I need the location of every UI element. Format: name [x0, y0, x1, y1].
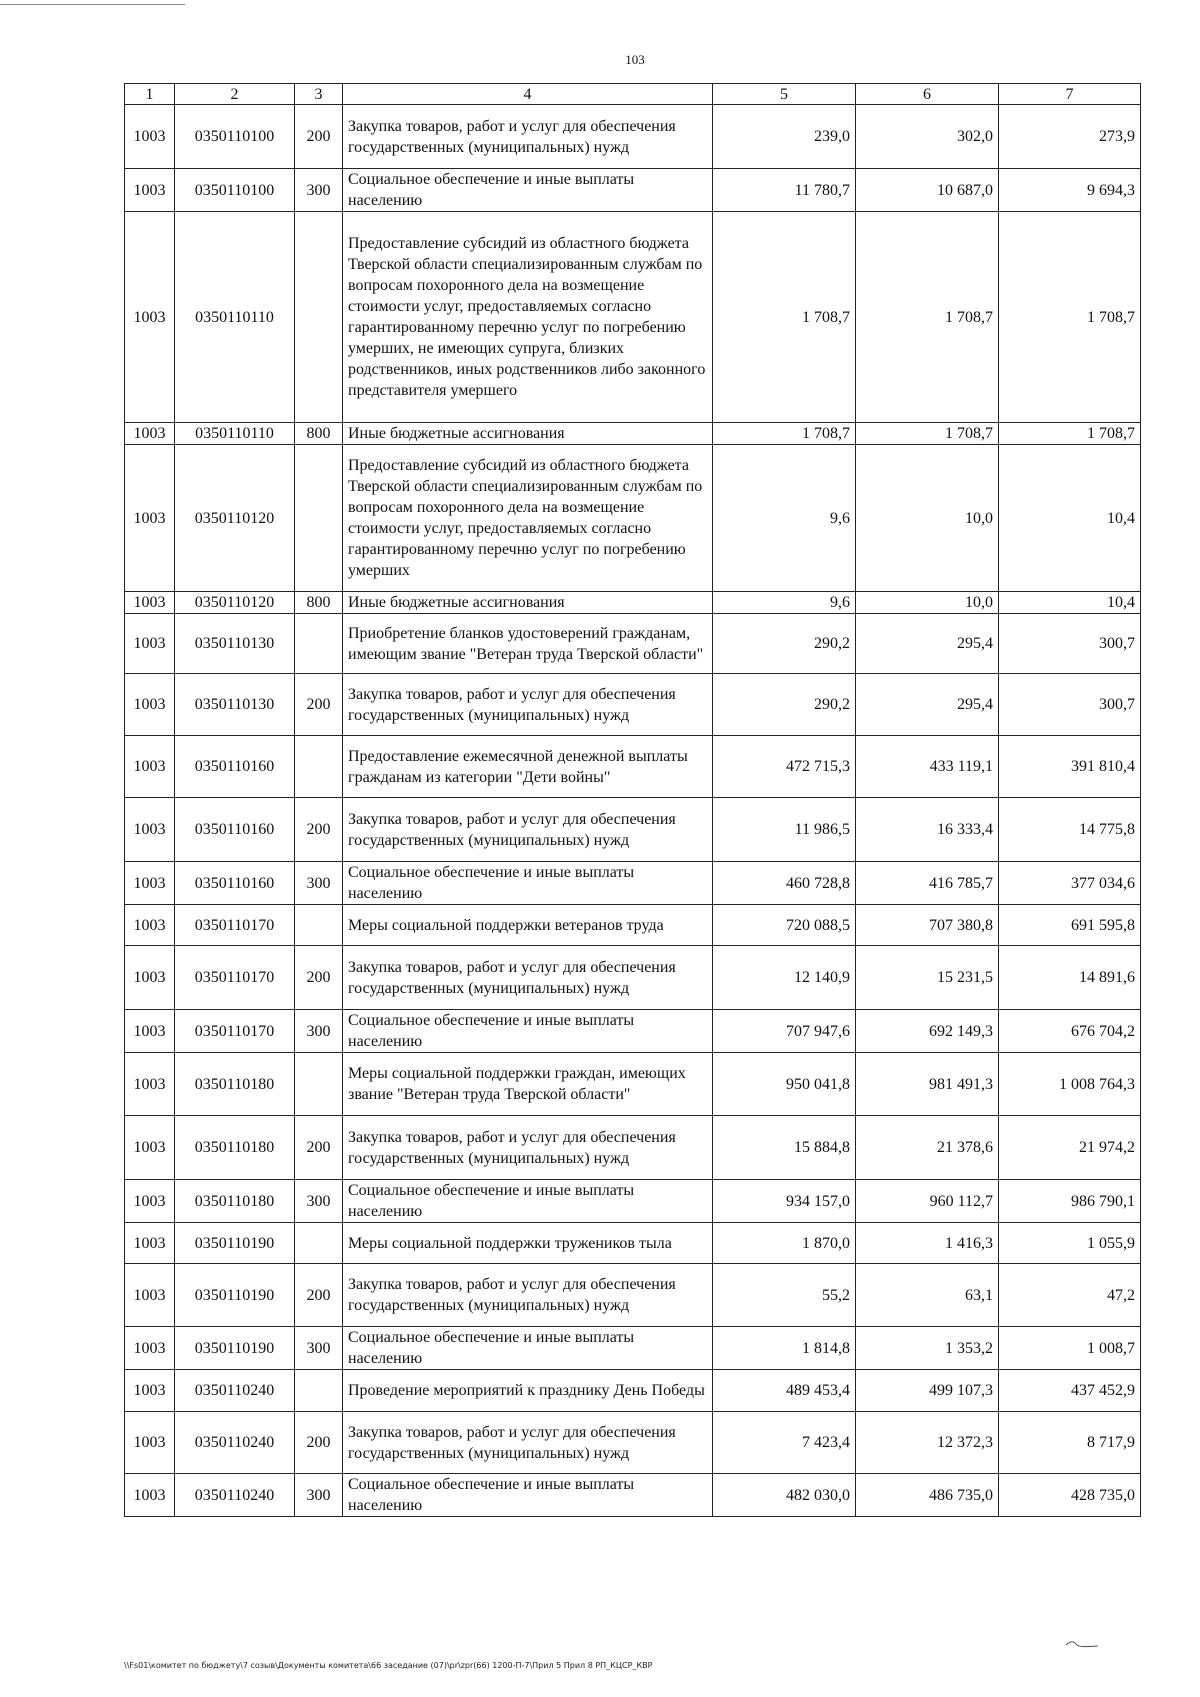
- target-code-cell: 0350110180: [175, 1053, 295, 1116]
- amount-col5-cell: 9,6: [713, 592, 856, 614]
- amount-col6-cell: 63,1: [856, 1264, 999, 1327]
- amount-col6-cell: 295,4: [856, 674, 999, 736]
- amount-col7-cell: 14 891,6: [999, 946, 1141, 1010]
- table-row: [125, 674, 1141, 736]
- amount-col7-cell: 437 452,9: [999, 1370, 1141, 1412]
- section-cell: 1003: [125, 105, 175, 169]
- target-code-cell: 0350110180: [175, 1116, 295, 1180]
- amount-col5-cell: 55,2: [713, 1264, 856, 1327]
- expense-type-cell: 200: [295, 105, 343, 169]
- section-cell: 1003: [125, 169, 175, 212]
- section-cell: 1003: [125, 1474, 175, 1517]
- table-row: [125, 1053, 1141, 1116]
- amount-col5-cell: 1 870,0: [713, 1223, 856, 1264]
- amount-col7-cell: 47,2: [999, 1264, 1141, 1327]
- amount-col6-cell: 10 687,0: [856, 169, 999, 212]
- description-cell: Иные бюджетные ассигнования: [343, 592, 713, 614]
- expense-type-cell: 200: [295, 674, 343, 736]
- amount-col6-cell: 10,0: [856, 592, 999, 614]
- description-cell: Иные бюджетные ассигнования: [343, 423, 713, 445]
- amount-col6-cell: 981 491,3: [856, 1053, 999, 1116]
- amount-col6-cell: 302,0: [856, 105, 999, 169]
- amount-col5-cell: 460 728,8: [713, 862, 856, 905]
- target-code-cell: 0350110100: [175, 105, 295, 169]
- amount-col6-cell: 1 708,7: [856, 423, 999, 445]
- expense-type-cell: 200: [295, 1116, 343, 1180]
- amount-col7-cell: 377 034,6: [999, 862, 1141, 905]
- amount-col6-cell: 12 372,3: [856, 1412, 999, 1474]
- amount-col6-cell: 1 416,3: [856, 1223, 999, 1264]
- amount-col5-cell: 472 715,3: [713, 736, 856, 798]
- expense-type-cell: 800: [295, 592, 343, 614]
- amount-col6-cell: 486 735,0: [856, 1474, 999, 1517]
- target-code-cell: 0350110170: [175, 905, 295, 946]
- description-cell: Закупка товаров, работ и услуг для обеспечения государственных (муниципальных) нужд: [343, 1412, 713, 1474]
- description-cell: Социальное обеспечение и иные выплаты населению: [343, 1010, 713, 1053]
- expense-type-cell: [295, 445, 343, 592]
- section-cell: 1003: [125, 1327, 175, 1370]
- target-code-cell: 0350110120: [175, 445, 295, 592]
- amount-col5-cell: 239,0: [713, 105, 856, 169]
- budget-table: [124, 83, 1141, 1517]
- description-cell: Предоставление субсидий из областного бюджета Тверской области специализированным службам по вопросам похоронного дела на возмещение стоимости услуг, предоставляемых согласно гарантированному перечню услуг по погребению умерших: [343, 445, 713, 592]
- amount-col6-cell: 499 107,3: [856, 1370, 999, 1412]
- amount-col6-cell: 15 231,5: [856, 946, 999, 1010]
- amount-col5-cell: 720 088,5: [713, 905, 856, 946]
- target-code-cell: 0350110190: [175, 1264, 295, 1327]
- section-cell: 1003: [125, 1223, 175, 1264]
- top-rule: [0, 4, 185, 5]
- description-cell: Предоставление субсидий из областного бюджета Тверской области специализированным службам по вопросам похоронного дела на возмещение стоимости услуг, предоставляемых согласно гарантированному перечню услуг по погребению умерших, не имеющих супруга, близких родственников, иных родственников либо законного представителя умершего: [343, 212, 713, 423]
- amount-col7-cell: 8 717,9: [999, 1412, 1141, 1474]
- target-code-cell: 0350110110: [175, 423, 295, 445]
- amount-col5-cell: 1 708,7: [713, 423, 856, 445]
- target-code-cell: 0350110240: [175, 1474, 295, 1517]
- section-cell: 1003: [125, 592, 175, 614]
- target-code-cell: 0350110190: [175, 1327, 295, 1370]
- table-header-row: [125, 84, 1141, 105]
- table-row: [125, 1116, 1141, 1180]
- amount-col5-cell: 707 947,6: [713, 1010, 856, 1053]
- section-cell: 1003: [125, 423, 175, 445]
- table-row: [125, 423, 1141, 445]
- section-cell: 1003: [125, 1010, 175, 1053]
- amount-col6-cell: 10,0: [856, 445, 999, 592]
- expense-type-cell: [295, 1223, 343, 1264]
- amount-col6-cell: 21 378,6: [856, 1116, 999, 1180]
- page-number: 103: [625, 52, 645, 67]
- description-cell: Закупка товаров, работ и услуг для обеспечения государственных (муниципальных) нужд: [343, 798, 713, 862]
- amount-col7-cell: 9 694,3: [999, 169, 1141, 212]
- amount-col5-cell: 482 030,0: [713, 1474, 856, 1517]
- amount-col6-cell: 1 353,2: [856, 1327, 999, 1370]
- description-cell: Приобретение бланков удостоверений гражданам, имеющим звание "Ветеран труда Тверской области": [343, 614, 713, 674]
- amount-col7-cell: 1 008,7: [999, 1327, 1141, 1370]
- table-row: [125, 105, 1141, 169]
- column-header-4: 4: [343, 84, 713, 105]
- target-code-cell: 0350110100: [175, 169, 295, 212]
- description-cell: Закупка товаров, работ и услуг для обеспечения государственных (муниципальных) нужд: [343, 105, 713, 169]
- description-cell: Закупка товаров, работ и услуг для обеспечения государственных (муниципальных) нужд: [343, 674, 713, 736]
- amount-col5-cell: 1 708,7: [713, 212, 856, 423]
- description-cell: Закупка товаров, работ и услуг для обеспечения государственных (муниципальных) нужд: [343, 946, 713, 1010]
- target-code-cell: 0350110180: [175, 1180, 295, 1223]
- amount-col7-cell: 10,4: [999, 445, 1141, 592]
- section-cell: 1003: [125, 674, 175, 736]
- amount-col6-cell: 433 119,1: [856, 736, 999, 798]
- amount-col6-cell: 1 708,7: [856, 212, 999, 423]
- amount-col6-cell: 692 149,3: [856, 1010, 999, 1053]
- amount-col6-cell: 416 785,7: [856, 862, 999, 905]
- expense-type-cell: 300: [295, 169, 343, 212]
- target-code-cell: 0350110130: [175, 614, 295, 674]
- table-row: [125, 1264, 1141, 1327]
- expense-type-cell: 200: [295, 798, 343, 862]
- description-cell: Закупка товаров, работ и услуг для обеспечения государственных (муниципальных) нужд: [343, 1264, 713, 1327]
- description-cell: Проведение мероприятий к празднику День Победы: [343, 1370, 713, 1412]
- description-cell: Социальное обеспечение и иные выплаты населению: [343, 169, 713, 212]
- amount-col5-cell: 1 814,8: [713, 1327, 856, 1370]
- amount-col5-cell: 11 986,5: [713, 798, 856, 862]
- table-row: [125, 946, 1141, 1010]
- amount-col7-cell: 300,7: [999, 674, 1141, 736]
- amount-col7-cell: 300,7: [999, 614, 1141, 674]
- section-cell: 1003: [125, 1180, 175, 1223]
- table-row: [125, 736, 1141, 798]
- amount-col7-cell: 1 708,7: [999, 212, 1141, 423]
- table-row: [125, 1327, 1141, 1370]
- amount-col7-cell: 1 055,9: [999, 1223, 1141, 1264]
- description-cell: Предоставление ежемесячной денежной выплаты гражданам из категории "Дети войны": [343, 736, 713, 798]
- expense-type-cell: 200: [295, 1412, 343, 1474]
- expense-type-cell: [295, 1370, 343, 1412]
- section-cell: 1003: [125, 1412, 175, 1474]
- amount-col7-cell: 21 974,2: [999, 1116, 1141, 1180]
- amount-col5-cell: 7 423,4: [713, 1412, 856, 1474]
- table-row: [125, 1180, 1141, 1223]
- description-cell: Социальное обеспечение и иные выплаты населению: [343, 1474, 713, 1517]
- amount-col6-cell: 16 333,4: [856, 798, 999, 862]
- table-row: [125, 1412, 1141, 1474]
- description-cell: Меры социальной поддержки ветеранов труда: [343, 905, 713, 946]
- expense-type-cell: [295, 212, 343, 423]
- section-cell: 1003: [125, 445, 175, 592]
- table-row: [125, 1223, 1141, 1264]
- section-cell: 1003: [125, 736, 175, 798]
- table-row: [125, 1370, 1141, 1412]
- section-cell: 1003: [125, 1116, 175, 1180]
- amount-col5-cell: 934 157,0: [713, 1180, 856, 1223]
- amount-col5-cell: 489 453,4: [713, 1370, 856, 1412]
- description-cell: Социальное обеспечение и иные выплаты населению: [343, 862, 713, 905]
- section-cell: 1003: [125, 862, 175, 905]
- section-cell: 1003: [125, 1264, 175, 1327]
- amount-col5-cell: 12 140,9: [713, 946, 856, 1010]
- expense-type-cell: 800: [295, 423, 343, 445]
- amount-col6-cell: 707 380,8: [856, 905, 999, 946]
- amount-col6-cell: 295,4: [856, 614, 999, 674]
- target-code-cell: 0350110170: [175, 946, 295, 1010]
- amount-col5-cell: 9,6: [713, 445, 856, 592]
- section-cell: 1003: [125, 946, 175, 1010]
- column-header-2: 2: [175, 84, 295, 105]
- table-row: [125, 212, 1141, 423]
- amount-col5-cell: 950 041,8: [713, 1053, 856, 1116]
- description-cell: Меры социальной поддержки тружеников тыла: [343, 1223, 713, 1264]
- expense-type-cell: 300: [295, 862, 343, 905]
- expense-type-cell: 200: [295, 1264, 343, 1327]
- table-row: [125, 1474, 1141, 1517]
- target-code-cell: 0350110170: [175, 1010, 295, 1053]
- amount-col7-cell: 1 708,7: [999, 423, 1141, 445]
- amount-col5-cell: 290,2: [713, 614, 856, 674]
- target-code-cell: 0350110240: [175, 1370, 295, 1412]
- target-code-cell: 0350110160: [175, 736, 295, 798]
- table-row: [125, 614, 1141, 674]
- footer-file-path: \\Fs01\комитет по бюджету\7 созыв\Документы комитета\66 заседание (07)\pr\zpr(66) 1200-П-7\Прил 5 Прил 8 РП_КЦСР_КВР: [124, 1661, 653, 1670]
- target-code-cell: 0350110190: [175, 1223, 295, 1264]
- description-cell: Закупка товаров, работ и услуг для обеспечения государственных (муниципальных) нужд: [343, 1116, 713, 1180]
- handwritten-mark: [1064, 1638, 1100, 1650]
- description-cell: Меры социальной поддержки граждан, имеющих звание "Ветеран труда Тверской области": [343, 1053, 713, 1116]
- amount-col5-cell: 290,2: [713, 674, 856, 736]
- table-row: [125, 905, 1141, 946]
- expense-type-cell: 200: [295, 946, 343, 1010]
- column-header-3: 3: [295, 84, 343, 105]
- expense-type-cell: [295, 1053, 343, 1116]
- amount-col5-cell: 11 780,7: [713, 169, 856, 212]
- target-code-cell: 0350110130: [175, 674, 295, 736]
- table-row: [125, 1010, 1141, 1053]
- section-cell: 1003: [125, 798, 175, 862]
- amount-col7-cell: 986 790,1: [999, 1180, 1141, 1223]
- section-cell: 1003: [125, 212, 175, 423]
- amount-col7-cell: 14 775,8: [999, 798, 1141, 862]
- amount-col7-cell: 10,4: [999, 592, 1141, 614]
- column-header-6: 6: [856, 84, 999, 105]
- amount-col7-cell: 691 595,8: [999, 905, 1141, 946]
- table-row: [125, 169, 1141, 212]
- table-row: [125, 798, 1141, 862]
- description-cell: Социальное обеспечение и иные выплаты населению: [343, 1180, 713, 1223]
- column-header-7: 7: [999, 84, 1141, 105]
- section-cell: 1003: [125, 614, 175, 674]
- expense-type-cell: 300: [295, 1010, 343, 1053]
- section-cell: 1003: [125, 905, 175, 946]
- expense-type-cell: 300: [295, 1327, 343, 1370]
- amount-col7-cell: 428 735,0: [999, 1474, 1141, 1517]
- amount-col5-cell: 15 884,8: [713, 1116, 856, 1180]
- amount-col7-cell: 676 704,2: [999, 1010, 1141, 1053]
- column-header-5: 5: [713, 84, 856, 105]
- target-code-cell: 0350110110: [175, 212, 295, 423]
- amount-col6-cell: 960 112,7: [856, 1180, 999, 1223]
- description-cell: Социальное обеспечение и иные выплаты населению: [343, 1327, 713, 1370]
- expense-type-cell: [295, 736, 343, 798]
- amount-col7-cell: 391 810,4: [999, 736, 1141, 798]
- column-header-1: 1: [125, 84, 175, 105]
- target-code-cell: 0350110240: [175, 1412, 295, 1474]
- section-cell: 1003: [125, 1053, 175, 1116]
- table-row: [125, 592, 1141, 614]
- amount-col7-cell: 1 008 764,3: [999, 1053, 1141, 1116]
- expense-type-cell: [295, 614, 343, 674]
- amount-col7-cell: 273,9: [999, 105, 1141, 169]
- target-code-cell: 0350110160: [175, 862, 295, 905]
- expense-type-cell: 300: [295, 1474, 343, 1517]
- section-cell: 1003: [125, 1370, 175, 1412]
- expense-type-cell: 300: [295, 1180, 343, 1223]
- table-row: [125, 445, 1141, 592]
- table-row: [125, 862, 1141, 905]
- target-code-cell: 0350110160: [175, 798, 295, 862]
- target-code-cell: 0350110120: [175, 592, 295, 614]
- expense-type-cell: [295, 905, 343, 946]
